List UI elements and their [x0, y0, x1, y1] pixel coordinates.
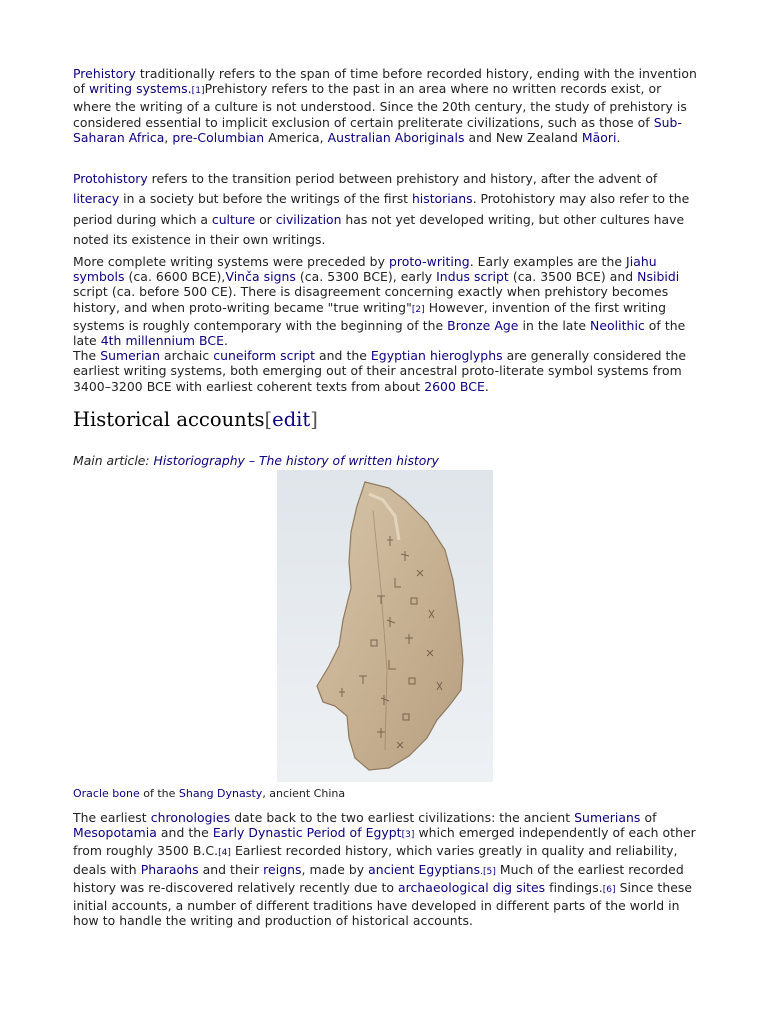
link-2600-bce[interactable]: 2600 BCE — [424, 378, 485, 394]
text: refers to the transition period between prehistory and history, after the advent of — [147, 171, 658, 186]
text: and the — [156, 825, 213, 841]
link-reigns[interactable]: reigns — [263, 861, 302, 877]
text: of the late — [73, 317, 686, 349]
text: However, invention of the first writing systems is roughly contemporary with the beginning of the — [73, 299, 667, 333]
paragraph-protohistory — [73, 169, 698, 250]
text: Since these initial accounts, a number of different traditions have developed in different parts of the world in how to handle the writing and production of historical accounts. — [73, 879, 693, 929]
link-literacy[interactable]: literacy — [73, 191, 120, 207]
link-egyptian-hieroglyphs[interactable]: Egyptian hieroglyphs — [370, 348, 503, 364]
link-sumerian[interactable]: Sumerian — [100, 348, 160, 364]
text: are generally considered the earliest writing systems, both emerging out of their ancestral proto-literate symbol systems from 3400–3200 BCE with earliest coherent texts from about — [73, 348, 687, 394]
text: and New Zealand — [464, 129, 582, 145]
link-oracle-bone[interactable]: Oracle bone — [73, 787, 140, 800]
text: . Protohistory may also refer to the period during which a — [73, 191, 690, 227]
paragraph-earliest-chronologies — [73, 810, 698, 928]
paragraph-writing-systems — [73, 254, 698, 394]
bracket-open: [ — [264, 408, 273, 431]
link-writing-systems[interactable]: writing systems. — [89, 81, 192, 97]
text: and the — [315, 348, 371, 364]
link-mesopotamia[interactable]: Mesopotamia — [73, 825, 157, 841]
text: . — [223, 333, 228, 349]
link-nsibidi[interactable]: Nsibidi — [637, 269, 680, 285]
text: , ancient China — [262, 787, 346, 800]
link-early-dynastic-period[interactable]: Early Dynastic Period of Egypt — [212, 825, 402, 841]
main-article-hatnote — [73, 453, 439, 468]
text: date back to the two earliest civilizations: the ancient — [230, 810, 575, 825]
text: More complete writing systems were preceded by — [73, 254, 389, 269]
heading-title: Historical accounts — [73, 408, 265, 431]
text: America, — [264, 129, 328, 145]
text: and their — [198, 861, 264, 877]
text: archaic — [159, 348, 214, 364]
link-culture[interactable]: culture — [211, 211, 256, 227]
link-pre-columbian[interactable]: pre-Columbian — [172, 129, 265, 145]
link-4th-millennium-bce[interactable]: 4th millennium BCE — [100, 333, 224, 349]
text: (ca. 5300 BCE), early — [295, 269, 437, 285]
text: findings. — [545, 879, 603, 895]
text: Earliest recorded history, which varies greatly in quality and reliability, deals with — [73, 843, 678, 877]
link-historians[interactable]: historians — [411, 191, 473, 207]
hatnote-prefix: Main article: — [73, 453, 154, 468]
text: (ca. 3500 BCE) and — [508, 269, 638, 285]
bracket-close: ] — [310, 408, 318, 431]
text: Much of the earliest recorded history was re-discovered relatively recently due to — [73, 861, 684, 895]
link-neolithic[interactable]: Neolithic — [590, 317, 645, 333]
link-pharaohs[interactable]: Pharaohs — [140, 861, 199, 877]
reference-6[interactable]: [6] — [602, 884, 616, 895]
text: or — [255, 211, 276, 227]
link-maori[interactable]: Māori — [581, 129, 617, 145]
link-protohistory[interactable]: Protohistory — [73, 171, 148, 186]
image-caption — [73, 787, 345, 800]
link-bronze-age[interactable]: Bronze Age — [447, 317, 519, 333]
link-proto-writing[interactable]: proto-writing — [388, 254, 470, 269]
text: The earliest — [73, 810, 151, 825]
reference-3[interactable]: [3] — [401, 830, 415, 841]
link-civilization[interactable]: civilization — [275, 211, 342, 227]
oracle-bone-image[interactable] — [277, 470, 493, 782]
link-vinca-signs[interactable]: Vinča signs — [225, 269, 296, 285]
edit-link[interactable]: edit — [272, 408, 311, 431]
link-sub-saharan-africa[interactable]: Sub-Saharan Africa — [73, 114, 682, 145]
link-historiography[interactable]: Historiography – The history of written history — [153, 453, 439, 468]
link-jiahu-symbols[interactable]: Jiahu symbols — [73, 254, 657, 285]
text: The — [73, 348, 101, 364]
link-chronologies[interactable]: chronologies — [150, 810, 231, 825]
oracle-bone-illustration — [277, 470, 493, 782]
text: has not yet developed writing, but other cultures have noted its existence in their own writings. — [73, 211, 685, 247]
text: script (ca. before 500 CE). There is disagreement concerning exactly when prehistory becomes history, and when proto-writing became "true writing" — [73, 284, 669, 315]
text: in a society but before the writings of the first — [119, 191, 412, 207]
reference-5[interactable]: .[5] — [480, 866, 496, 877]
text: . — [616, 129, 621, 145]
text: traditionally refers to the span of time before recorded history, ending with the invention of — [73, 66, 697, 97]
text: (ca. 6600 BCE), — [124, 269, 226, 285]
link-australian-aboriginals[interactable]: Australian Aboriginals — [327, 129, 465, 145]
paragraph-prehistory — [73, 66, 698, 145]
reference-4[interactable]: [4] — [218, 848, 231, 859]
link-sumerians[interactable]: Sumerians — [574, 810, 641, 825]
link-ancient-egyptians[interactable]: ancient Egyptians — [368, 861, 481, 877]
link-archaeological-dig-sites[interactable]: archaeological dig sites — [398, 879, 546, 895]
section-heading — [73, 408, 318, 431]
text: , — [164, 129, 173, 145]
text: in the late — [518, 317, 591, 333]
link-prehistory[interactable]: Prehistory — [73, 66, 136, 81]
reference-1[interactable]: [1] — [191, 86, 205, 97]
text: of — [640, 810, 657, 825]
text: . Early examples are the — [469, 254, 627, 269]
text: Prehistory refers to the past in an area where no written records exist, or where the writing of a culture is not understood. Since the 20th century, the study of prehistory is considered essential to implicit exclusion of certain preliterate civilizations, such as those of — [73, 81, 687, 130]
reference-2[interactable]: [2] — [411, 304, 425, 315]
link-shang-dynasty[interactable]: Shang Dynasty — [178, 787, 263, 800]
text: of the — [139, 787, 179, 800]
link-cuneiform-script[interactable]: cuneiform script — [213, 348, 315, 364]
text: . — [484, 378, 489, 394]
link-indus-script[interactable]: Indus script — [436, 269, 509, 285]
text: , made by — [301, 861, 369, 877]
text: which emerged independently of each other from roughly 3500 B.C. — [73, 825, 696, 859]
